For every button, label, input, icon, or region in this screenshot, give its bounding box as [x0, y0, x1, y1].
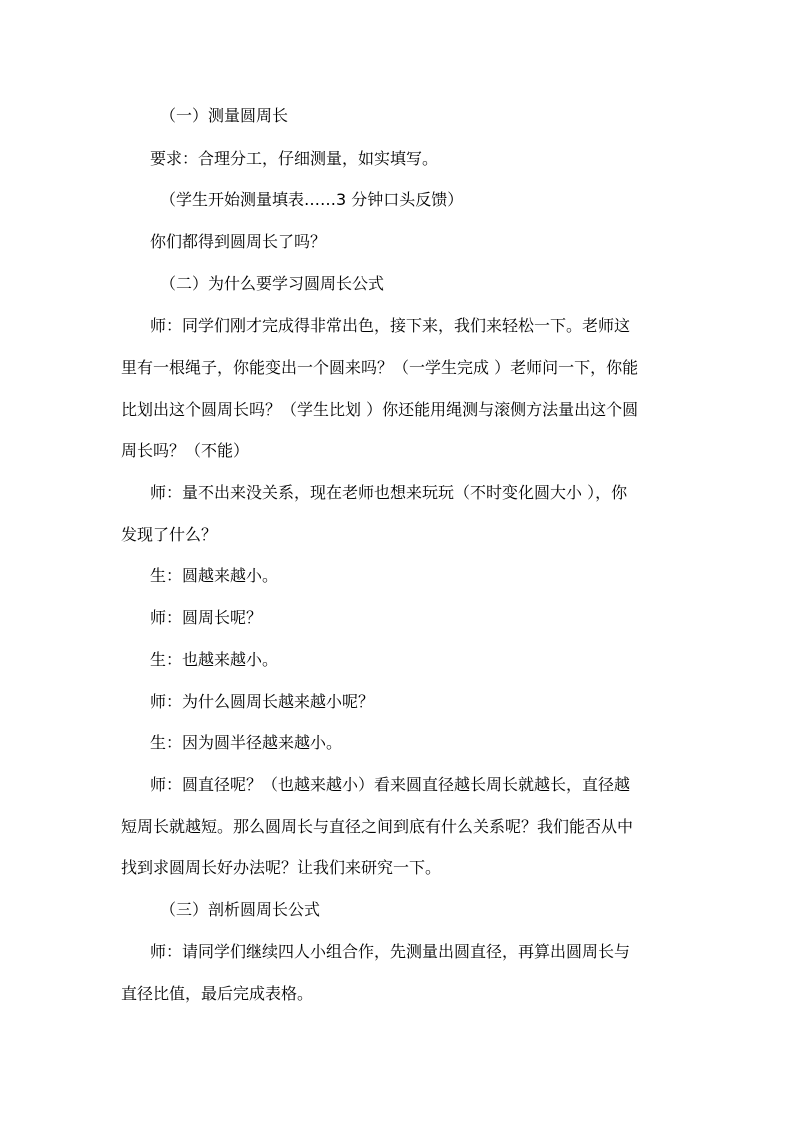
paragraph-line: 师：圆直径呢？（也越来越小）看来圆直径越长周长就越长，直径越 [150, 775, 631, 794]
paragraph-line: 师：量不出来没关系，现在老师也想来玩玩（不时变化圆大小 ），你 [150, 483, 628, 502]
paragraph-line: 要求：合理分工，仔细测量，如实填写。 [150, 149, 439, 168]
paragraph-line: （学生开始测量填表……3 分钟口头反馈） [160, 190, 464, 209]
paragraph-line: 找到求圆周长好办法呢？让我们来研究一下。 [121, 858, 442, 877]
paragraph-line: 周长吗？（不能） [121, 441, 250, 460]
paragraph-line: 你们都得到圆周长了吗？ [150, 232, 327, 251]
paragraph-line: 师：圆周长呢？ [150, 608, 263, 627]
paragraph-line: 师：为什么圆周长越来越小呢？ [150, 692, 375, 711]
section-heading-why: （二）为什么要学习圆周长公式 [160, 274, 385, 293]
section-heading-measure: （一）测量圆周长 [160, 106, 289, 125]
paragraph-line: 里有一根绳子，你能变出一个圆来吗？（一学生完成 ）老师问一下，你能 [121, 358, 639, 377]
paragraph-line: 师：请同学们继续四人小组合作，先测量出圆直径，再算出圆周长与 [150, 942, 631, 961]
paragraph-line: 直径比值，最后完成表格。 [121, 984, 314, 1003]
paragraph-line: 生：也越来越小。 [150, 650, 279, 669]
paragraph-line: 短周长就越短。那么圆周长与直径之间到底有什么关系呢？我们能否从中 [121, 817, 634, 836]
paragraph-line: 发现了什么？ [121, 525, 218, 544]
section-heading-analyze: （三）剖析圆周长公式 [160, 900, 321, 919]
paragraph-line: 生：圆越来越小。 [150, 566, 279, 585]
paragraph-line: 生：因为圆半径越来越小。 [150, 733, 343, 752]
paragraph-line: 比划出这个圆周长吗？（学生比划 ）你还能用绳测与滚侧方法量出这个圆 [121, 400, 639, 419]
paragraph-line: 师：同学们刚才完成得非常出色，接下来，我们来轻松一下。老师这 [150, 316, 631, 335]
